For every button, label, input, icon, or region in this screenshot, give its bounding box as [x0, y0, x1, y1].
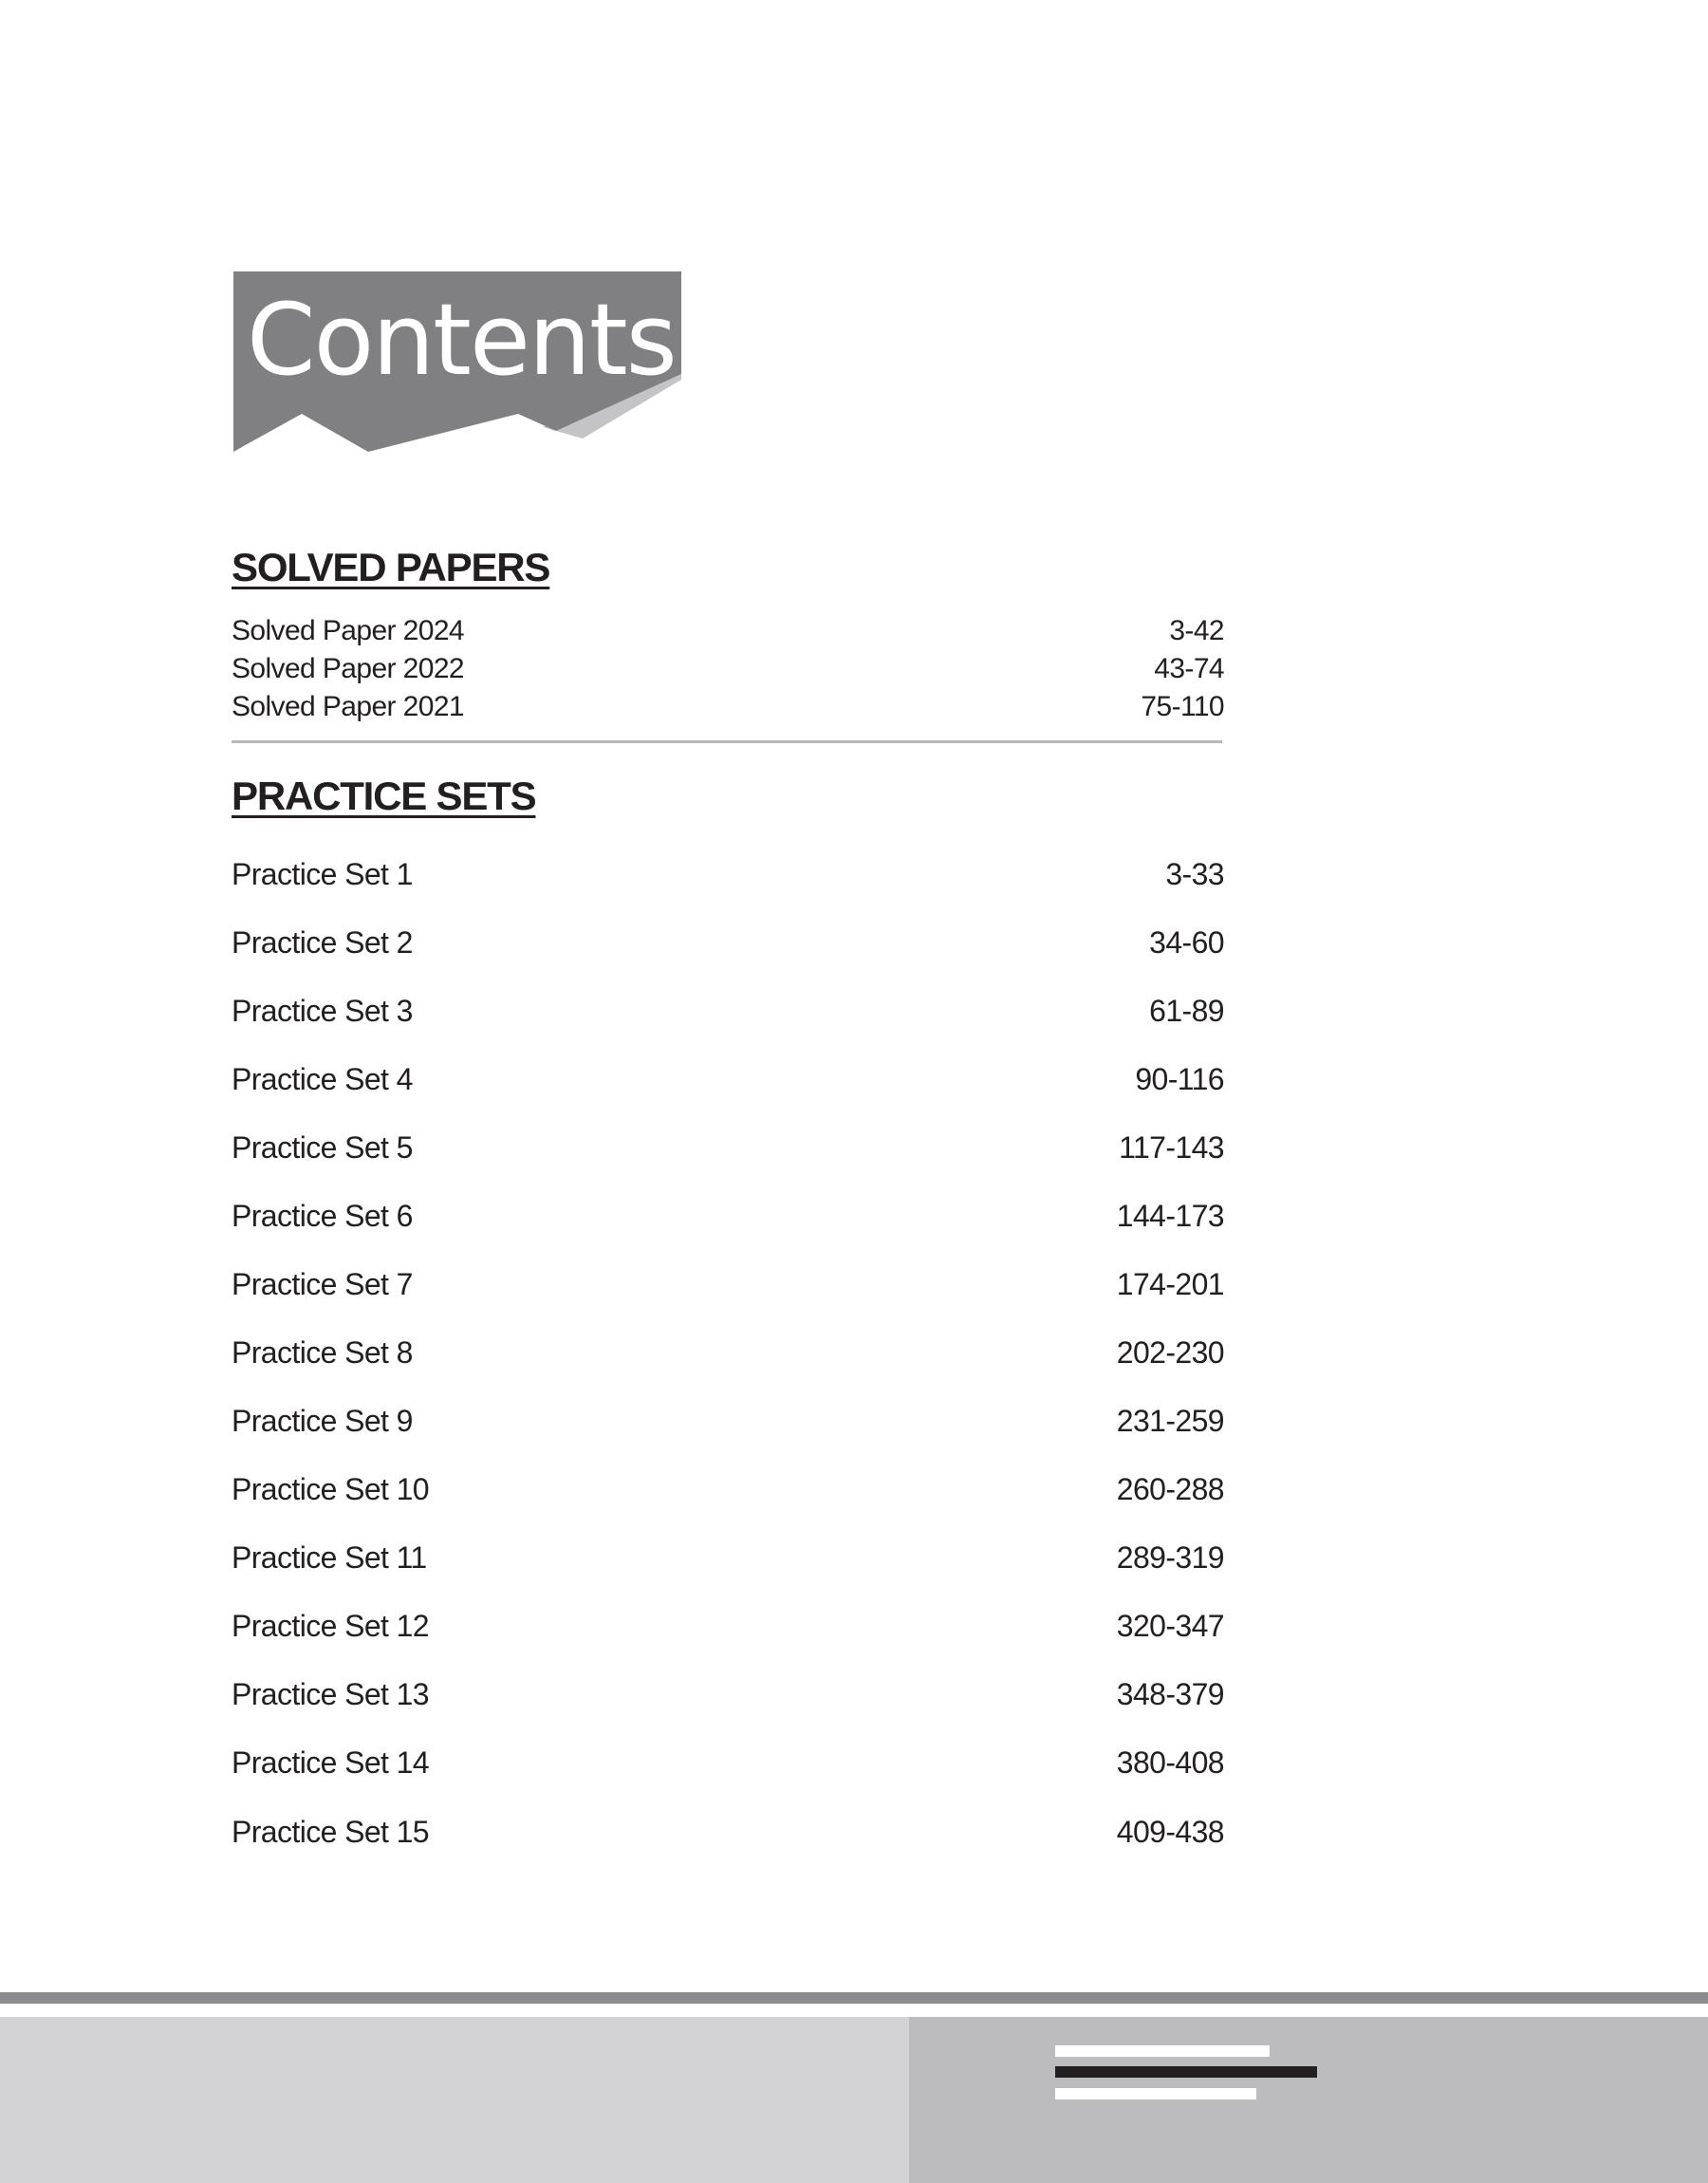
footer-stripe — [1055, 2088, 1256, 2099]
toc-entry-label: Practice Set 3 — [232, 994, 413, 1028]
toc-entry-label: Practice Set 9 — [232, 1404, 413, 1438]
toc-entry-label: Practice Set 6 — [232, 1199, 413, 1233]
toc-entry-label: Practice Set 8 — [232, 1335, 413, 1370]
toc-entry-pages: 75-110 — [1141, 691, 1224, 722]
toc-entry[interactable] — [232, 1199, 1224, 1234]
toc-entry-label: Solved Paper 2022 — [232, 653, 464, 684]
practice-sets-heading: PRACTICE SETS — [232, 774, 536, 818]
toc-entry-label: Practice Set 14 — [232, 1745, 430, 1780]
toc-entry[interactable] — [232, 691, 1224, 723]
toc-entry-label: Practice Set 7 — [232, 1267, 413, 1301]
toc-entry[interactable] — [232, 1335, 1224, 1371]
toc-entry-pages: 409-438 — [1116, 1815, 1224, 1849]
toc-entry[interactable] — [232, 1062, 1224, 1097]
toc-entry[interactable] — [232, 1609, 1224, 1644]
solved-papers-heading: SOLVED PAPERS — [232, 545, 550, 589]
toc-entry-label: Solved Paper 2024 — [232, 615, 464, 646]
toc-entry-pages: 289-319 — [1116, 1540, 1224, 1575]
toc-entry-pages: 3-42 — [1169, 615, 1224, 646]
contents-banner — [233, 271, 681, 454]
toc-entry-label: Practice Set 10 — [232, 1472, 430, 1506]
footer-stripe — [1055, 2045, 1270, 2057]
toc-entry-pages: 144-173 — [1116, 1199, 1224, 1233]
footer-panel-right — [909, 2017, 1708, 2183]
toc-entry[interactable] — [232, 857, 1224, 892]
toc-entry[interactable] — [232, 994, 1224, 1029]
toc-entry[interactable] — [232, 1404, 1224, 1439]
toc-entry-pages: 231-259 — [1116, 1404, 1224, 1438]
footer-stripe — [1055, 2066, 1317, 2078]
toc-entry-label: Practice Set 13 — [232, 1677, 430, 1711]
toc-entry-pages: 90-116 — [1135, 1062, 1224, 1096]
section-divider — [232, 740, 1222, 743]
toc-entry[interactable] — [232, 653, 1224, 685]
toc-entry-pages: 117-143 — [1119, 1130, 1224, 1165]
toc-entry-pages: 174-201 — [1116, 1267, 1224, 1301]
toc-entry-pages: 43-74 — [1154, 653, 1224, 684]
toc-entry-pages: 61-89 — [1149, 994, 1224, 1028]
footer-panel-left — [0, 2017, 909, 2183]
toc-entry-label: Practice Set 2 — [232, 925, 413, 960]
toc-entry[interactable] — [232, 1677, 1224, 1712]
page-title: Contents — [247, 282, 676, 398]
toc-entry-label: Practice Set 5 — [232, 1130, 413, 1165]
toc-entry[interactable] — [232, 1130, 1224, 1166]
toc-entry[interactable] — [232, 1472, 1224, 1507]
toc-entry-label: Solved Paper 2021 — [232, 691, 464, 722]
toc-entry[interactable] — [232, 1540, 1224, 1576]
toc-entry-label: Practice Set 11 — [232, 1540, 427, 1575]
footer-rule — [0, 1992, 1708, 2004]
toc-entry-label: Practice Set 12 — [232, 1609, 430, 1643]
toc-entry[interactable] — [232, 1745, 1224, 1781]
toc-entry-pages: 202-230 — [1116, 1335, 1224, 1370]
toc-entry-pages: 3-33 — [1165, 857, 1224, 891]
toc-entry-pages: 34-60 — [1149, 925, 1224, 960]
toc-entry[interactable] — [232, 925, 1224, 961]
toc-entry-pages: 380-408 — [1116, 1745, 1224, 1780]
toc-entry-label: Practice Set 4 — [232, 1062, 413, 1096]
toc-entry[interactable] — [232, 1815, 1224, 1850]
toc-entry-label: Practice Set 1 — [232, 857, 413, 891]
toc-entry-label: Practice Set 15 — [232, 1815, 430, 1849]
toc-entry-pages: 260-288 — [1116, 1472, 1224, 1506]
toc-entry[interactable] — [232, 1267, 1224, 1302]
toc-entry-pages: 348-379 — [1116, 1677, 1224, 1711]
toc-entry-pages: 320-347 — [1116, 1609, 1224, 1643]
toc-entry[interactable] — [232, 615, 1224, 647]
